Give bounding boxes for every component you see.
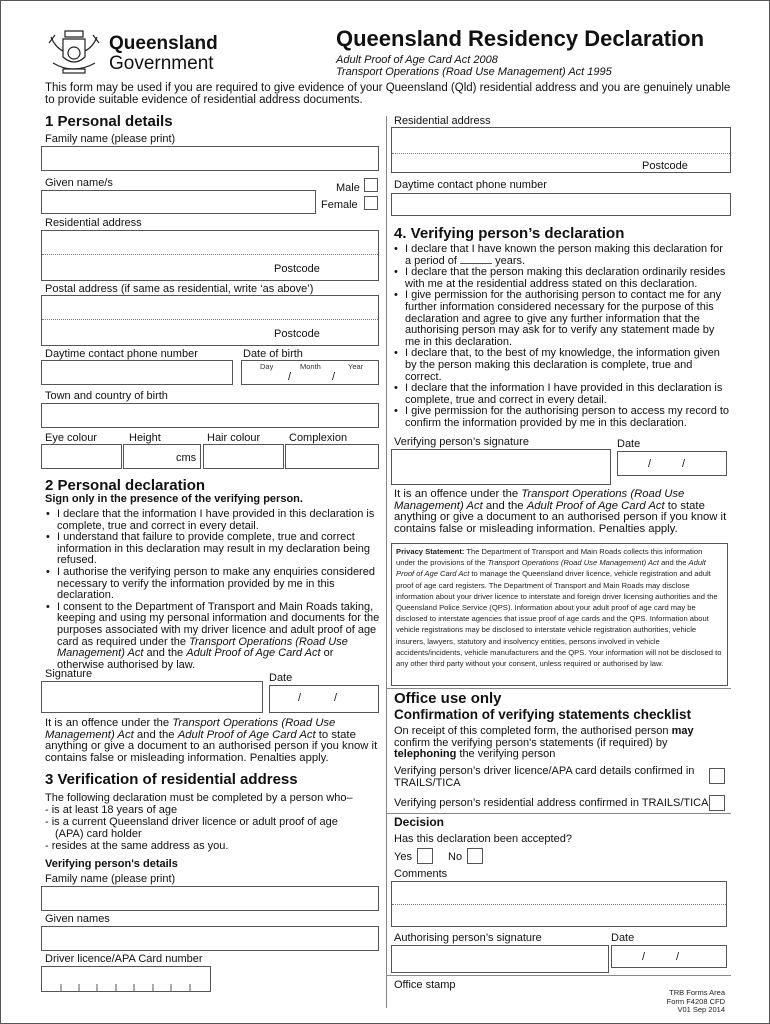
female-label: Female (321, 199, 358, 211)
declaration-item: • I declare that I have known the person making this declaration for a period of years. (393, 244, 731, 267)
offence-notice-left: It is an offence under the Transport Operations (Road Use Management) Act and the Adult Proof of Age Card Act to state anything or give a document to an authorised person if you know it contains false or misleading information. Penalties apply. (45, 717, 378, 764)
given-names-label: Given name/s (45, 177, 113, 189)
vp-residential-address-label: Residential address (394, 115, 491, 127)
postcode-label: Postcode (274, 328, 320, 340)
hair-colour-label: Hair colour (207, 432, 261, 444)
town-country-input[interactable] (41, 403, 379, 428)
dob-input[interactable] (241, 360, 379, 385)
column-divider (386, 116, 387, 1008)
vp-family-name-label: Family name (please print) (45, 873, 176, 885)
postal-address-label: Postal address (if same as residential, write ‘as above’) (45, 283, 314, 295)
form-footer (667, 989, 725, 1015)
privacy-statement: Privacy Statement: The Department of Transport and Main Roads collects this information under the provisions of the Transport Operations (Road Use Management) Act and the Adult Proof of Age Card Act to manage the Queensland driver licence, vehicle registration and adult proof of age card registers. The Department of Transport and Main Roads may disclose information about your driver licence to interstate and foreign driver licensing authorities and the Queensland Police Service (QPS). Information about your adult proof of age card may be disclosed to interstate agencies that issue proof of age cards and the QPS. Information about vehicle registrations may be disclosed to interstate vehicle registration authorities, vehicle insurers, lawyers, statutory and insolvency entities, persons involved in vehicle accidents/incidents, vehicle manufacturers and the QPS. Your information will not be disclosed to any other third party without your consent, unless required or authorised by law. (391, 543, 728, 686)
slash: / (332, 371, 336, 383)
vp-signature-label: Verifying person’s signature (394, 436, 529, 448)
section-4-title: 4. Verifying person’s declaration (394, 225, 625, 242)
no-label: No (448, 851, 463, 863)
licence-number-label: Driver licence/APA Card number (45, 953, 203, 965)
checklist-licence-label: Verifying person’s driver licence/APA card details confirmed in TRAILS/TICA (394, 765, 695, 789)
intro-text: This form may be used if you are required to give evidence of your Queensland (Qld) residential address and you are genuinely unable to provide suitable evidence of residential address documents. (45, 82, 731, 106)
postcode-label: Postcode (642, 160, 688, 172)
section-2-title: 2 Personal declaration (45, 477, 206, 494)
yes-checkbox[interactable] (417, 848, 433, 864)
residential-address-label: Residential address (45, 217, 142, 229)
requirement: - resides at the same address as you. (45, 840, 229, 852)
signature-date-input[interactable]: / / (269, 685, 379, 713)
vp-given-names-input[interactable] (41, 926, 379, 951)
licence-confirmed-checkbox[interactable] (709, 768, 725, 784)
offence-notice-right: It is an offence under the Transport Operations (Road Use Management) Act and the Adult Proof of Age Card Act to state anything or give a document to an authorised person if you know it contains false or misleading information. Penalties apply. (394, 488, 727, 535)
checklist-title: Confirmation of verifying statements checklist (394, 707, 692, 722)
requirement: (APA) card holder (55, 828, 142, 840)
logo-queensland: Queensland (109, 33, 218, 54)
male-checkbox[interactable] (364, 178, 378, 192)
requirement-intro: The following declaration must be completed by a person who– (45, 792, 353, 804)
comments-label: Comments (394, 868, 448, 880)
complexion-label: Complexion (289, 432, 348, 444)
vp-given-names-label: Given names (45, 913, 110, 925)
complexion-input[interactable] (285, 444, 379, 469)
postcode-label: Postcode (274, 263, 320, 275)
declaration-item: • I understand that failure to provide complete, true and correct information in this declaration may result in my declaration being refused. (45, 532, 383, 567)
receipt-instruction: On receipt of this completed form, the authorised person may confirm the verifying person's statements (if required) by telephoning the verifying person (394, 725, 694, 761)
address-confirmed-checkbox[interactable] (709, 795, 725, 811)
height-label: Height (129, 432, 161, 444)
licence-number-input[interactable] (41, 966, 211, 992)
logo-government: Government (109, 53, 214, 74)
personal-declaration-list (45, 509, 383, 671)
divider (386, 688, 731, 689)
declaration-item: • I declare that the information I have provided in this declaration is complete, true and correct in every detail. (45, 509, 383, 532)
male-label: Male (336, 182, 360, 194)
eye-colour-label: Eye colour (45, 432, 97, 444)
section-3-title: 3 Verification of residential address (45, 771, 298, 788)
dob-label: Date of birth (243, 348, 303, 360)
checklist-address-label: Verifying person’s residential address confirmed in TRAILS/TICA (394, 797, 709, 809)
divider (386, 975, 731, 976)
requirement: - is at least 18 years of age (45, 804, 178, 816)
phone-input[interactable] (41, 360, 233, 385)
vp-date-label: Date (617, 438, 641, 450)
declaration-item: • I declare that the information I have provided in this declaration is complete, true and correct in every detail. (393, 383, 731, 406)
no-checkbox[interactable] (467, 848, 483, 864)
comments-input[interactable] (391, 881, 727, 927)
decision-question: Has this declaration been accepted? (394, 833, 572, 845)
auth-signature-label: Authorising person’s signature (394, 932, 542, 944)
queensland-coat-of-arms-icon (43, 23, 105, 75)
footer-line: TRB Forms Area (669, 988, 725, 997)
slash: / (288, 371, 292, 383)
office-use-title: Office use only (394, 690, 502, 707)
given-names-input[interactable] (41, 190, 316, 214)
vp-phone-input[interactable] (391, 193, 731, 216)
hair-colour-input[interactable] (203, 444, 284, 469)
verifying-declaration-list (393, 244, 731, 430)
signature-label: Signature (45, 668, 93, 680)
section-1-title: 1 Personal details (45, 113, 173, 130)
eye-colour-input[interactable] (41, 444, 122, 469)
decision-heading: Decision (394, 815, 445, 829)
declaration-item: • I consent to the Department of Transport and Main Roads taking, keeping and using my personal information and documents for the purposes associated with my driver licence and adult proof of age card as required under the Transport Operations (Road Use Management) Act and the Adult Proof of Age Card Act or otherwise authorised by law. (45, 602, 383, 672)
vp-residential-address-input[interactable] (391, 127, 731, 173)
month-label: Month (300, 362, 321, 371)
declaration-item: • I declare that the person making this declaration ordinarily resides with me at the residential address stated on this declaration. (393, 267, 731, 290)
declaration-item: • I give permission for the authorising person to access my record to confirm the information provided by me in this declaration. (393, 406, 731, 429)
sign-instruction: Sign only in the presence of the verifying person. (45, 493, 303, 505)
requirement: - is a current Queensland driver licence or adult proof of age (45, 816, 338, 828)
signature-input[interactable] (41, 681, 263, 713)
act-1: Adult Proof of Age Card Act 2008 (336, 54, 498, 66)
year-label: Year (348, 362, 364, 371)
footer-line: V01 Sep 2014 (677, 1005, 725, 1014)
form-title: Queensland Residency Declaration (336, 26, 705, 51)
cms-label: cms (176, 452, 197, 464)
auth-date-input[interactable]: / / (611, 945, 727, 968)
vp-signature-input[interactable] (391, 449, 611, 485)
vp-date-input[interactable]: / / (617, 451, 727, 476)
family-name-label: Family name (please print) (45, 133, 176, 145)
female-checkbox[interactable] (364, 196, 378, 210)
verifying-details-heading: Verifying person's details (45, 858, 178, 870)
office-stamp-label: Office stamp (394, 979, 456, 991)
yes-label: Yes (394, 851, 412, 863)
act-2: Transport Operations (Road Use Management) Act 1995 (336, 66, 612, 78)
declaration-item: • I give permission for the authorising person to contact me for any further information considered necessary for the purpose of this declaration and agree to give any further information that the authorising person may ask for to verify any statement made by me in this declaration. (393, 290, 731, 348)
auth-date-label: Date (611, 932, 635, 944)
family-name-input[interactable] (41, 146, 379, 171)
residential-address-input[interactable] (41, 230, 379, 281)
auth-signature-input[interactable] (391, 945, 609, 973)
declaration-item: • I declare that, to the best of my knowledge, the information given by the person making this declaration is complete, true and correct. (393, 348, 731, 383)
divider (386, 813, 731, 814)
day-label: Day (260, 362, 274, 371)
declaration-item: • I authorise the verifying person to make any enquiries considered necessary to verify the information provided by me in this declaration. (45, 567, 383, 602)
footer-line: Form F4208 CFD (666, 996, 725, 1006)
height-input[interactable] (123, 444, 201, 469)
town-country-label: Town and country of birth (45, 390, 168, 402)
phone-label: Daytime contact phone number (45, 348, 198, 360)
vp-family-name-input[interactable] (41, 886, 379, 911)
postal-address-input[interactable] (41, 295, 379, 346)
date-label: Date (269, 672, 293, 684)
vp-phone-label: Daytime contact phone number (394, 179, 547, 191)
